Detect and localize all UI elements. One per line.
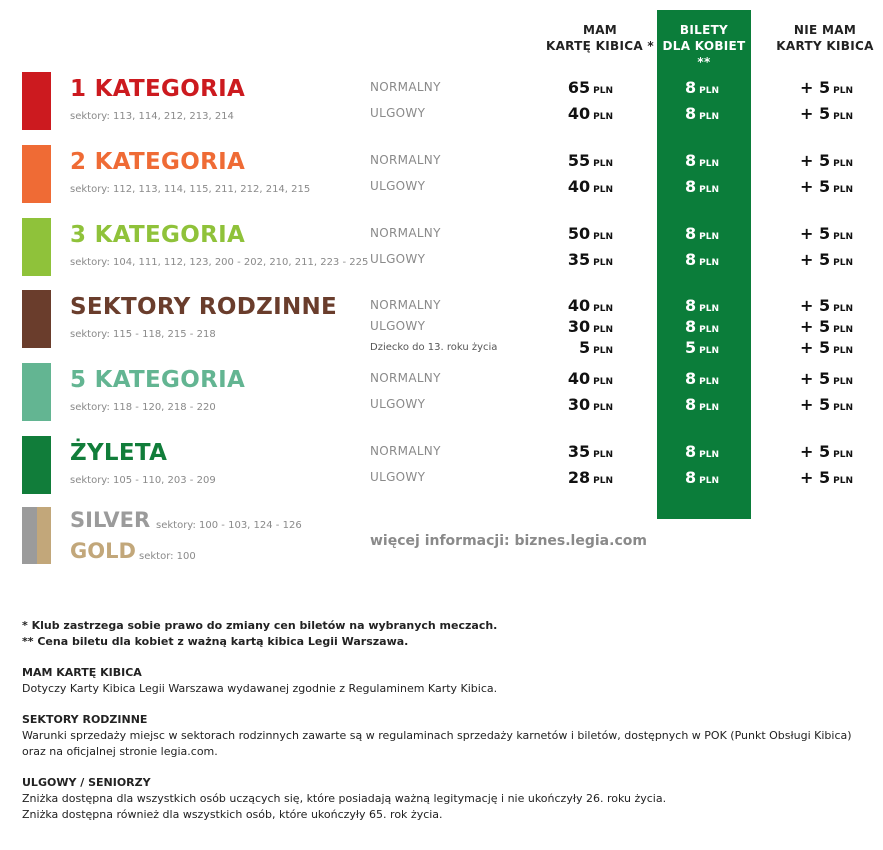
- price-nie-mam: [760, 104, 853, 123]
- price-nie-mam-value: + 5: [800, 224, 831, 243]
- price-bilety-kobiet: [657, 317, 719, 336]
- price-type-label: NORMALNY: [370, 80, 441, 94]
- category-sectors: sektory: 112, 113, 114, 115, 211, 212, 214, 215: [70, 184, 311, 195]
- price-nie-mam-value: + 5: [800, 317, 831, 336]
- currency-label: PLN: [833, 476, 853, 486]
- price-bilety-kobiet-value: 8: [684, 78, 697, 97]
- price-bilety-kobiet: [657, 442, 719, 461]
- price-mam-karte: [500, 250, 613, 269]
- price-mam-karte-value: 30: [567, 317, 591, 336]
- price-bilety-kobiet: [657, 250, 719, 269]
- price-mam-karte-value: 65: [567, 78, 591, 97]
- footnote-star1: * Klub zastrzega sobie prawo do zmiany cen biletów na wybranych meczach.: [22, 619, 498, 632]
- price-bilety-kobiet: [657, 104, 719, 123]
- note-ulg-text1: Zniżka dostępna dla wszystkich osób uczących się, które posiadają ważną legitymację i nie ukończyły 26. roku życia.: [22, 792, 667, 805]
- price-mam-karte: [500, 369, 613, 388]
- currency-label: PLN: [593, 159, 613, 169]
- note-mam-karte: [22, 665, 497, 697]
- currency-label: PLN: [593, 258, 613, 268]
- price-nie-mam: [760, 296, 853, 315]
- price-nie-mam: [760, 250, 853, 269]
- currency-label: PLN: [833, 346, 853, 356]
- price-mam-karte-value: 40: [567, 104, 591, 123]
- price-nie-mam: [760, 317, 853, 336]
- category-title: 1 KATEGORIA: [70, 76, 246, 102]
- price-mam-karte: [500, 177, 613, 196]
- price-type-label: ULGOWY: [370, 319, 426, 333]
- gold-swatch: [37, 507, 51, 564]
- currency-label: PLN: [833, 377, 853, 387]
- price-bilety-kobiet-value: 8: [684, 442, 697, 461]
- price-bilety-kobiet: [657, 369, 719, 388]
- price-nie-mam: [760, 369, 853, 388]
- price-bilety-kobiet-value: 5: [684, 338, 697, 357]
- header-mam-line1: MAM: [582, 23, 618, 37]
- footnote-star2: ** Cena biletu dla kobiet z ważną kartą kibica Legii Warszawa.: [22, 635, 409, 648]
- price-type-label: ULGOWY: [370, 397, 426, 411]
- currency-label: PLN: [833, 403, 853, 413]
- currency-label: PLN: [833, 304, 853, 314]
- price-type-label: NORMALNY: [370, 226, 441, 240]
- price-nie-mam: [760, 442, 853, 461]
- header-mam-line2: KARTĘ KIBICA *: [546, 39, 654, 53]
- price-mam-karte: [500, 317, 613, 336]
- currency-label: PLN: [593, 325, 613, 335]
- price-type-label: ULGOWY: [370, 252, 426, 266]
- price-mam-karte: [500, 296, 613, 315]
- price-mam-karte-value: 30: [567, 395, 591, 414]
- category-sectors: sektory: 105 - 110, 203 - 209: [70, 475, 216, 486]
- currency-label: PLN: [593, 232, 613, 242]
- price-type-label: Dziecko do 13. roku życia: [370, 342, 498, 353]
- price-type-label: NORMALNY: [370, 298, 441, 312]
- price-mam-karte: [500, 104, 613, 123]
- price-bilety-kobiet-value: 8: [684, 395, 697, 414]
- price-nie-mam: [760, 395, 853, 414]
- price-mam-karte-value: 40: [567, 296, 591, 315]
- note-ulgowy: [22, 775, 666, 823]
- currency-label: PLN: [833, 86, 853, 96]
- price-nie-mam: [760, 338, 853, 357]
- price-bilety-kobiet: [657, 468, 719, 487]
- price-nie-mam-value: + 5: [800, 104, 831, 123]
- price-nie-mam: [760, 468, 853, 487]
- price-bilety-kobiet-value: 8: [684, 317, 697, 336]
- price-mam-karte: [500, 78, 613, 97]
- silver-swatch: [22, 507, 37, 564]
- price-mam-karte-value: 35: [567, 250, 591, 269]
- currency-label: PLN: [593, 377, 613, 387]
- category-sectors: sektory: 104, 111, 112, 123, 200 - 202, 210, 211, 223 - 225: [70, 257, 369, 268]
- category-title: 2 KATEGORIA: [70, 149, 246, 175]
- price-bilety-kobiet: [657, 296, 719, 315]
- currency-label: PLN: [593, 185, 613, 195]
- currency-label: PLN: [593, 450, 613, 460]
- currency-label: PLN: [833, 232, 853, 242]
- more-info-link[interactable]: więcej informacji: biznes.legia.com: [370, 533, 647, 549]
- category-swatch: [22, 72, 51, 130]
- note-mam-title: MAM KARTĘ KIBICA: [22, 666, 142, 679]
- price-bilety-kobiet-value: 8: [684, 104, 697, 123]
- silver-title: SILVER: [70, 508, 151, 532]
- category-swatch: [22, 218, 51, 276]
- category-title: ŻYLETA: [70, 440, 168, 466]
- price-mam-karte: [500, 224, 613, 243]
- price-mam-karte: [500, 468, 613, 487]
- price-bilety-kobiet-value: 8: [684, 151, 697, 170]
- price-nie-mam-value: + 5: [800, 369, 831, 388]
- currency-label: PLN: [699, 325, 719, 335]
- price-type-label: NORMALNY: [370, 153, 441, 167]
- currency-label: PLN: [699, 346, 719, 356]
- category-sectors: sektory: 115 - 118, 215 - 218: [70, 329, 216, 340]
- note-mam-text: Dotyczy Karty Kibica Legii Warszawa wydawanej zgodnie z Regulaminem Karty Kibica.: [22, 682, 498, 695]
- header-bilety-kobiet: [657, 22, 751, 70]
- currency-label: PLN: [593, 112, 613, 122]
- price-nie-mam: [760, 151, 853, 170]
- price-bilety-kobiet: [657, 224, 719, 243]
- price-bilety-kobiet-value: 8: [684, 296, 697, 315]
- price-bilety-kobiet-value: 8: [684, 468, 697, 487]
- category-swatch: [22, 290, 51, 348]
- price-bilety-kobiet-value: 8: [684, 369, 697, 388]
- currency-label: PLN: [699, 304, 719, 314]
- price-mam-karte-value: 40: [567, 369, 591, 388]
- price-mam-karte: [500, 442, 613, 461]
- price-nie-mam-value: + 5: [800, 338, 831, 357]
- currency-label: PLN: [833, 185, 853, 195]
- price-type-label: ULGOWY: [370, 179, 426, 193]
- currency-label: PLN: [699, 403, 719, 413]
- price-nie-mam: [760, 78, 853, 97]
- price-type-label: ULGOWY: [370, 106, 426, 120]
- price-type-label: NORMALNY: [370, 371, 441, 385]
- header-nie-mam: [760, 22, 883, 54]
- price-nie-mam-value: + 5: [800, 296, 831, 315]
- currency-label: PLN: [699, 232, 719, 242]
- note-rodzinne: [22, 712, 852, 760]
- currency-label: PLN: [833, 112, 853, 122]
- price-nie-mam-value: + 5: [800, 442, 831, 461]
- footnotes: [22, 618, 497, 650]
- category-sectors: sektory: 118 - 120, 218 - 220: [70, 402, 216, 413]
- currency-label: PLN: [593, 476, 613, 486]
- currency-label: PLN: [833, 159, 853, 169]
- note-ulg-text2: Zniżka dostępna również dla wszystkich osób, które ukończyły 65. rok życia.: [22, 808, 443, 821]
- price-nie-mam-value: + 5: [800, 177, 831, 196]
- price-mam-karte: [500, 338, 613, 357]
- price-bilety-kobiet-value: 8: [684, 250, 697, 269]
- price-mam-karte-value: 40: [567, 177, 591, 196]
- header-bilety-line1: BILETY: [679, 23, 729, 37]
- currency-label: PLN: [833, 258, 853, 268]
- price-bilety-kobiet-value: 8: [684, 177, 697, 196]
- price-mam-karte-value: 50: [567, 224, 591, 243]
- gold-title: GOLD: [70, 539, 136, 563]
- currency-label: PLN: [833, 450, 853, 460]
- header-mam-karte: [530, 22, 670, 54]
- currency-label: PLN: [593, 304, 613, 314]
- price-bilety-kobiet: [657, 395, 719, 414]
- category-title: 3 KATEGORIA: [70, 222, 246, 248]
- price-mam-karte-value: 5: [578, 338, 591, 357]
- category-title: SEKTORY RODZINNE: [70, 294, 338, 320]
- gold-sectors: sektor: 100: [139, 551, 196, 562]
- header-nie-line2: KARTY KIBICA: [776, 39, 874, 53]
- price-mam-karte-value: 35: [567, 442, 591, 461]
- price-nie-mam-value: + 5: [800, 395, 831, 414]
- header-bilety-line2: DLA KOBIET **: [662, 39, 746, 69]
- price-nie-mam-value: + 5: [800, 151, 831, 170]
- price-nie-mam: [760, 177, 853, 196]
- price-bilety-kobiet: [657, 177, 719, 196]
- currency-label: PLN: [699, 450, 719, 460]
- currency-label: PLN: [699, 377, 719, 387]
- price-bilety-kobiet-value: 8: [684, 224, 697, 243]
- price-bilety-kobiet: [657, 78, 719, 97]
- note-ulg-title: ULGOWY / SENIORZY: [22, 776, 151, 789]
- currency-label: PLN: [699, 112, 719, 122]
- currency-label: PLN: [699, 185, 719, 195]
- note-rodz-text1: Warunki sprzedaży miejsc w sektorach rodzinnych zawarte są w regulaminach sprzedaży karnetów i biletów, dostępnych w POK (Punkt Obsługi Kibica): [22, 729, 852, 742]
- note-rodz-text2: oraz na oficjalnej stronie legia.com.: [22, 745, 218, 758]
- category-title: 5 KATEGORIA: [70, 367, 246, 393]
- currency-label: PLN: [699, 258, 719, 268]
- currency-label: PLN: [593, 403, 613, 413]
- price-nie-mam-value: + 5: [800, 250, 831, 269]
- currency-label: PLN: [593, 346, 613, 356]
- price-bilety-kobiet: [657, 151, 719, 170]
- price-mam-karte: [500, 395, 613, 414]
- price-mam-karte: [500, 151, 613, 170]
- price-nie-mam: [760, 224, 853, 243]
- price-bilety-kobiet: [657, 338, 719, 357]
- currency-label: PLN: [593, 86, 613, 96]
- currency-label: PLN: [699, 159, 719, 169]
- category-swatch: [22, 145, 51, 203]
- currency-label: PLN: [699, 86, 719, 96]
- silver-sectors: sektory: 100 - 103, 124 - 126: [156, 520, 302, 531]
- category-swatch: [22, 436, 51, 494]
- price-type-label: ULGOWY: [370, 470, 426, 484]
- price-nie-mam-value: + 5: [800, 468, 831, 487]
- category-sectors: sektory: 113, 114, 212, 213, 214: [70, 111, 234, 122]
- category-swatch: [22, 363, 51, 421]
- price-nie-mam-value: + 5: [800, 78, 831, 97]
- price-mam-karte-value: 28: [567, 468, 591, 487]
- header-nie-line1: NIE MAM: [793, 23, 857, 37]
- currency-label: PLN: [833, 325, 853, 335]
- currency-label: PLN: [699, 476, 719, 486]
- price-mam-karte-value: 55: [567, 151, 591, 170]
- price-type-label: NORMALNY: [370, 444, 441, 458]
- note-rodz-title: SEKTORY RODZINNE: [22, 713, 148, 726]
